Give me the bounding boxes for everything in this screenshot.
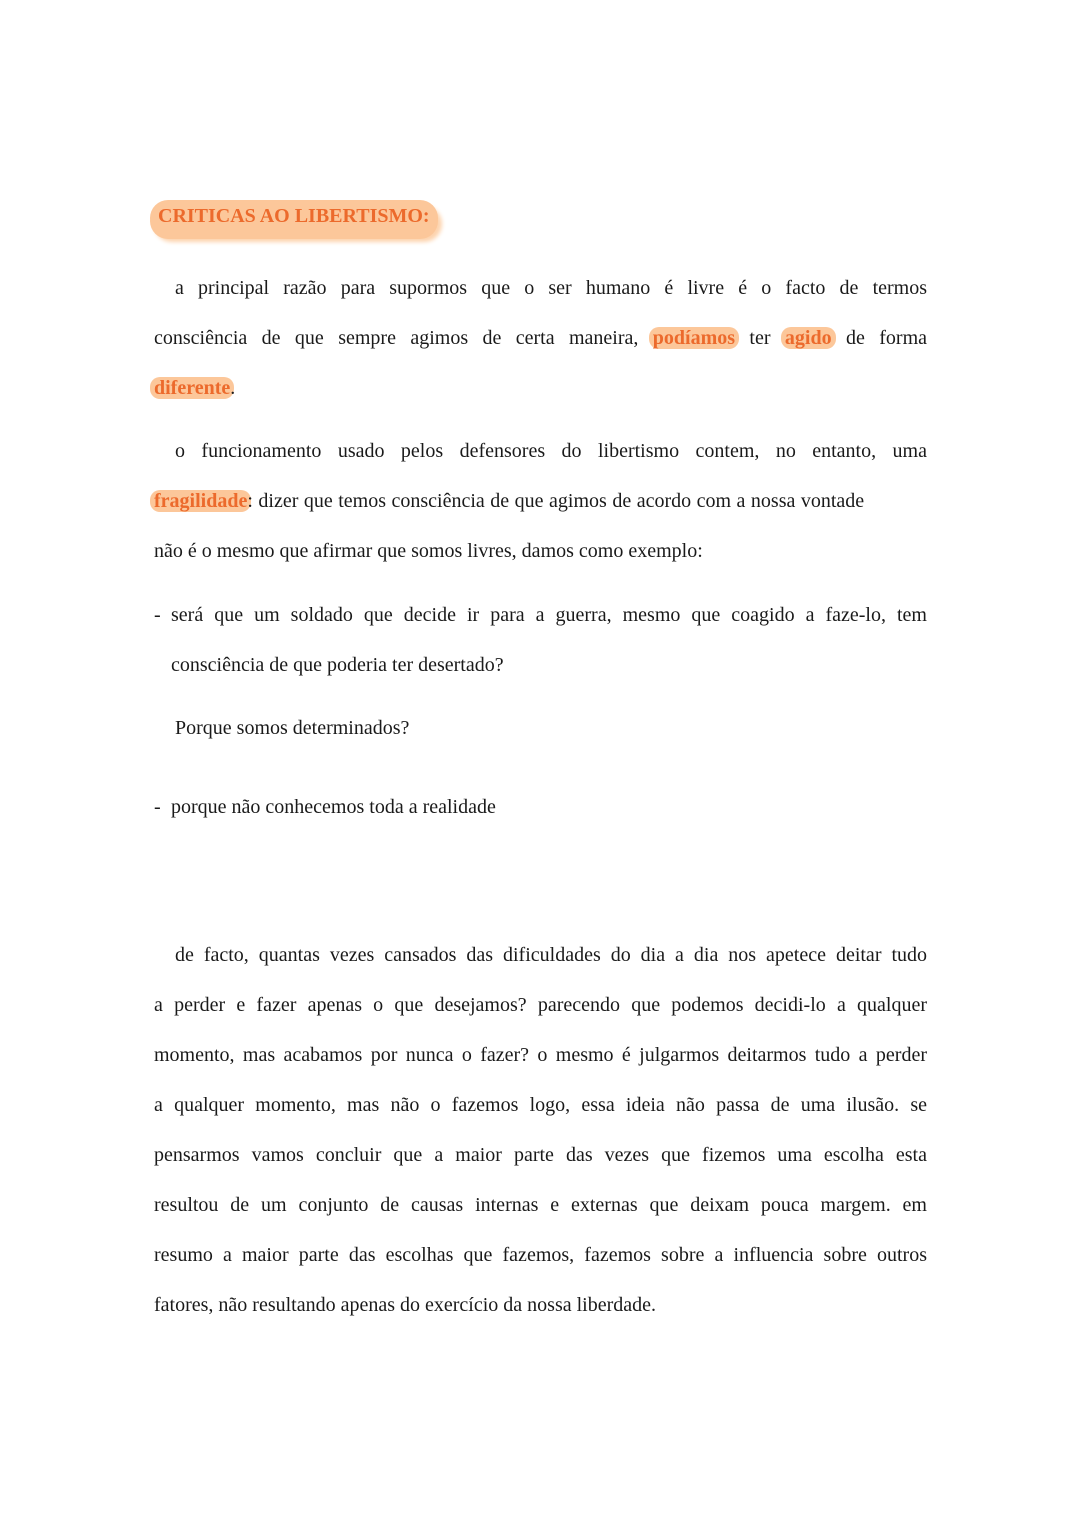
text: . [230,377,236,399]
paragraph-line: não é o mesmo que afirmar que somos livres, damos como exemplo: [154,540,703,562]
paragraph-line: o funcionamento usado pelos defensores do libertismo contem, no entanto, uma [175,440,927,462]
paragraph-line: de facto, quantas vezes cansados das dificuldades do dia a dia nos apetece deitar tudo [175,944,927,966]
paragraph-line: a principal razão para supormos que o ser humano é livre é o facto de termos [175,277,927,299]
paragraph-line: momento, mas acabamos por nunca o fazer? o mesmo é julgarmos deitarmos tudo a perder [154,1044,927,1066]
text: consciência de que sempre agimos de certa maneira, [154,327,639,349]
text: de forma [845,327,928,349]
highlight: fragilidade [150,490,251,512]
paragraph-line [154,375,927,401]
bullet-dash: - [154,604,161,626]
highlight: podíamos [649,327,739,349]
paragraph-line: resumo a maior parte das escolhas que fazemos, fazemos sobre a influencia sobre outros [154,1244,927,1266]
question-line: Porque somos determinados? [175,717,410,739]
bullet-line: será que um soldado que decide ir para a guerra, mesmo que coagido a faze-lo, tem [171,604,927,626]
highlight: diferente [150,377,234,399]
section-title: CRITICAS AO LIBERTISMO: [150,200,438,236]
paragraph-line: pensarmos vamos concluir que a maior parte das vezes que fizemos uma escolha esta [154,1144,927,1166]
bullet-dash: - [154,796,161,818]
bullet-line: porque não conhecemos toda a realidade [171,796,496,818]
text: ter [749,327,771,349]
paragraph-line: a qualquer momento, mas não o fazemos logo, essa ideia não passa de uma ilusão. se [154,1094,927,1116]
paragraph-line [154,488,927,514]
paragraph-line: fatores, não resultando apenas do exercício da nossa liberdade. [154,1294,657,1316]
paragraph-line: a perder e fazer apenas o que desejamos? parecendo que podemos decidi-lo a qualquer [154,994,927,1016]
highlight: agido [781,327,836,349]
text: : dizer que temos consciência de que agimos de acordo com a nossa vontade [247,490,865,512]
paragraph-line: resultou de um conjunto de causas internas e externas que deixam pouca margem. em [154,1194,927,1216]
bullet-line: consciência de que poderia ter desertado? [171,654,504,676]
paragraph-line [154,325,927,351]
